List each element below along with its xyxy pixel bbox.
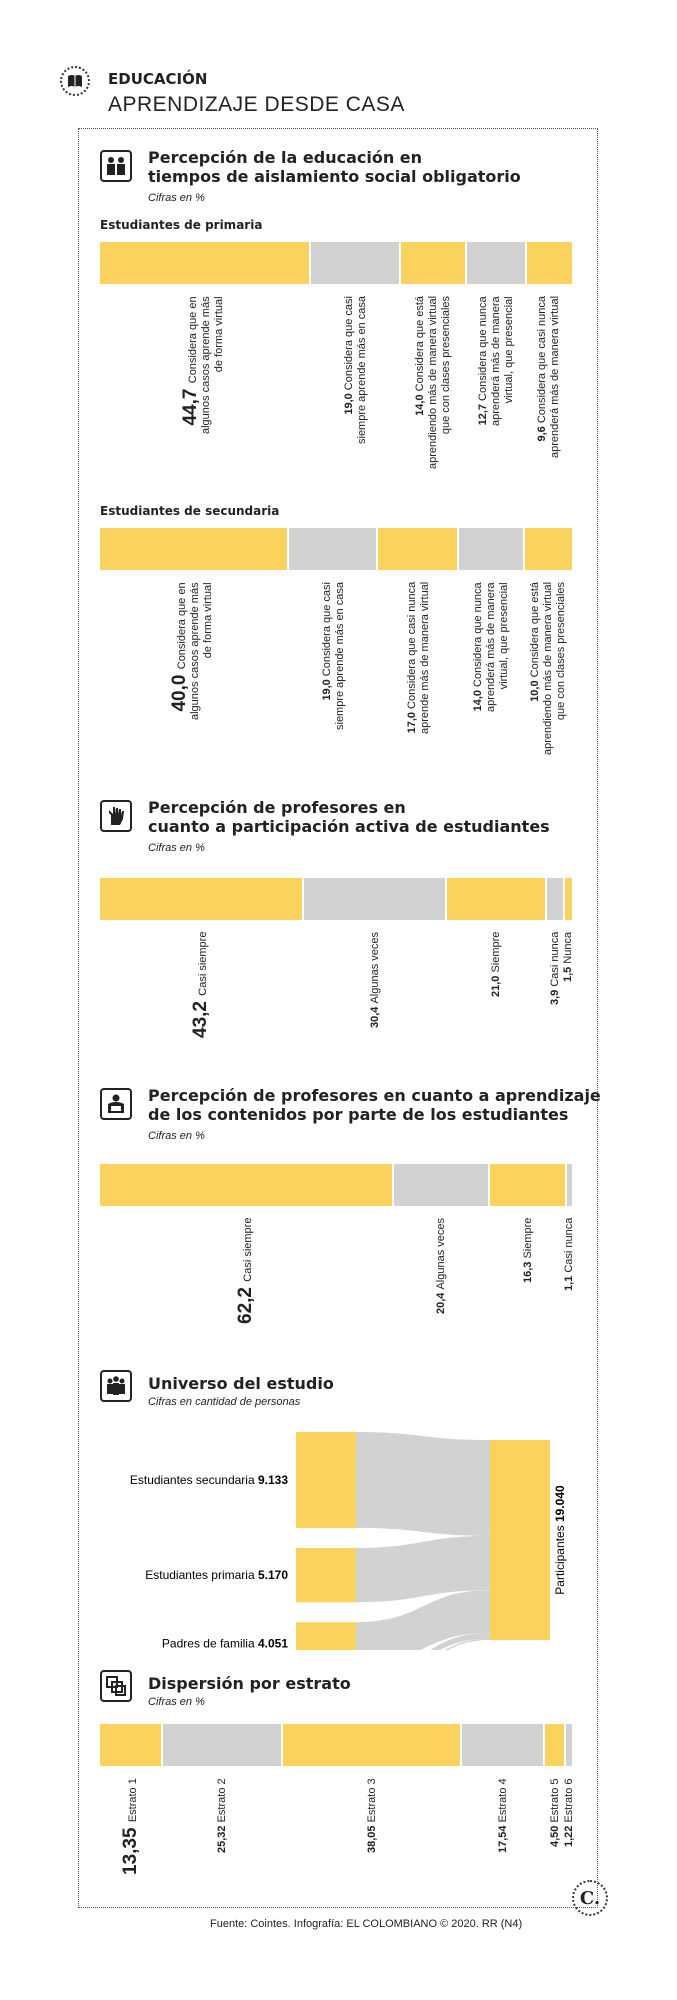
bar-segment — [100, 1724, 161, 1766]
bar-value-label: 12,7 — [477, 400, 490, 426]
bar-segment — [100, 1164, 392, 1206]
bar-category-label: Nunca — [561, 931, 574, 964]
sankey-source-label: Padres de familia 4.051 — [161, 1636, 288, 1650]
bar-value-label: 19,0 — [342, 390, 355, 415]
sankey-flow — [356, 1432, 490, 1536]
bar-segment — [462, 1724, 543, 1766]
bar-label — [472, 582, 511, 712]
section5-units: Cifras en % — [148, 1696, 205, 1708]
bar-label — [529, 582, 568, 755]
bar-label — [435, 1218, 448, 1314]
bar-label — [343, 296, 369, 444]
group-icon — [100, 1370, 132, 1402]
bar-category-label: Casi siempre — [241, 1217, 254, 1282]
bar-label — [180, 296, 226, 434]
bar-value-label: 9,6 — [536, 423, 549, 442]
bar-label — [406, 582, 432, 734]
bar-category-label: Considera que casi siempre aprende más en casa — [320, 582, 346, 730]
book-icon — [60, 66, 90, 96]
bar-label — [549, 1779, 562, 1848]
bar-segment — [447, 878, 544, 920]
section4-units: Cifras en cantidad de personas — [148, 1396, 301, 1408]
bar-category-label: Considera que casi nunca aprenderá más de manera virtual — [536, 295, 562, 458]
kicker: EDUCACIÓN — [108, 70, 208, 88]
bar-segment — [490, 1164, 565, 1206]
bar-segment — [289, 528, 377, 570]
bar-segment — [565, 878, 572, 920]
bar-value-label: 38,05 — [365, 1822, 378, 1853]
bar-segment — [394, 1164, 488, 1206]
bar-segment — [566, 1724, 572, 1766]
bar-segment — [311, 242, 399, 284]
bar-value-label: 19,0 — [320, 676, 333, 701]
bar-segment — [525, 528, 572, 570]
bar-value-label: 14,0 — [472, 686, 485, 712]
bar-category-label: Considera que nunca aprenderá más de manera virtual, que presencial — [472, 582, 511, 712]
bar-category-label: Algunas veces — [435, 1217, 448, 1290]
bar-segment — [100, 242, 309, 284]
bar-segment — [545, 1724, 564, 1766]
bar-segment — [459, 528, 523, 570]
bar-category-label: Considera que está aprendiendo más de manera virtual que con clases presenciales — [528, 581, 567, 755]
chart-participacion — [100, 878, 572, 920]
bar-label — [536, 296, 562, 458]
bar-category-label: Considera que está aprendiendo más de manera virtual que con clases presenciales — [414, 295, 453, 469]
bar-category-label: Casi nunca — [562, 1217, 575, 1273]
bar-category-label: Considera que nunca aprenderá más de manera virtual, que presencial — [477, 296, 516, 426]
bar-label — [562, 932, 575, 982]
bar-category-label: Estrato 6 — [562, 1778, 575, 1823]
chart-universo — [0, 1420, 677, 1650]
bar-segment — [283, 1724, 461, 1766]
section2-title — [148, 798, 550, 836]
sankey-source-label: Estudiantes secundaria 9.133 — [129, 1472, 288, 1487]
section3-title-line1: Percepción de profesores en cuanto a aprendizaje — [148, 1086, 601, 1105]
bar-value-label: 43,2 — [189, 995, 211, 1038]
bar-value-label: 13,35 — [119, 1822, 141, 1875]
bar-label — [189, 931, 211, 1038]
source-footer: Fuente: Cointes. Infografía: EL COLOMBIANO © 2020. RR (N4) — [210, 1918, 523, 1930]
section3-title — [148, 1086, 601, 1124]
bar-label — [563, 1218, 576, 1291]
section5-title: Dispersión por estrato — [148, 1674, 351, 1693]
bar-segment — [527, 242, 572, 284]
section2-title-line1: Percepción de profesores en — [148, 798, 406, 817]
bar-category-label: Estrato 5 — [549, 1778, 562, 1823]
bar-value-label: 1,22 — [562, 1822, 575, 1847]
bar-label — [490, 932, 503, 997]
bar-label — [321, 582, 347, 730]
bar-value-label: 1,1 — [562, 1272, 575, 1291]
bar-category-label: Estrato 4 — [497, 1778, 510, 1823]
bar-segment — [378, 528, 456, 570]
bar-category-label: Considera que en algunos casos aprende más de forma virtual — [187, 296, 226, 434]
bar-value-label: 44,7 — [180, 383, 202, 426]
bar-category-label: Casi nunca — [549, 931, 562, 987]
section2-units: Cifras en % — [148, 842, 205, 854]
chart-primaria — [100, 242, 572, 284]
bar-label — [477, 296, 516, 426]
section2-title-line2: cuanto a participación activa de estudiantes — [148, 817, 550, 836]
bar-label — [497, 1778, 510, 1853]
bar-label — [169, 582, 215, 720]
bar-category-label: Considera que casi siempre aprende más en casa — [342, 296, 368, 444]
bar-label — [563, 1779, 576, 1848]
bar-value-label: 10,0 — [528, 677, 541, 702]
bar-value-label: 21,0 — [490, 972, 503, 997]
bar-label — [414, 296, 453, 469]
bar-segment — [467, 242, 525, 284]
bar-segment — [401, 242, 465, 284]
bar-label — [216, 1778, 229, 1853]
layers-icon — [100, 1670, 132, 1702]
bar-value-label: 4,50 — [549, 1822, 562, 1847]
bar-category-label: Estrato 1 — [126, 1778, 139, 1823]
bar-label — [234, 1217, 256, 1324]
student-reading-icon — [100, 1088, 132, 1120]
bar-value-label: 30,4 — [369, 1003, 382, 1028]
bar-value-label: 25,32 — [216, 1822, 229, 1853]
section1-title-line2: tiempos de aislamiento social obligatorio — [148, 167, 521, 186]
sankey-target-node — [490, 1440, 550, 1640]
section1-units: Cifras en % — [148, 192, 205, 204]
primaria-label: Estudiantes de primaria — [100, 218, 263, 232]
bar-segment — [100, 878, 302, 920]
bar-category-label: Considera que en algunos casos aprende más de forma virtual — [176, 582, 215, 720]
sankey-source-node — [296, 1432, 356, 1528]
bar-value-label: 40,0 — [169, 669, 191, 712]
bar-category-label: Siempre — [490, 931, 503, 973]
bar-value-label: 20,4 — [435, 1289, 448, 1314]
bar-category-label: Estrato 2 — [216, 1778, 229, 1823]
bar-segment — [567, 1164, 572, 1206]
bar-value-label: 14,0 — [414, 391, 427, 416]
bar-value-label: 3,9 — [549, 986, 562, 1005]
section1-title-line1: Percepción de la educación en — [148, 148, 423, 167]
logo-letter: C. — [579, 1887, 601, 1909]
secundaria-label: Estudiantes de secundaria — [100, 504, 280, 518]
section3-title-line2: de los contenidos por parte de los estudiantes — [148, 1105, 569, 1124]
chart-aprendizaje — [100, 1164, 572, 1206]
sankey-target-label: Participantes 19.040 — [553, 1485, 567, 1595]
bar-segment — [163, 1724, 281, 1766]
bar-value-label: 17,0 — [405, 708, 418, 734]
bar-category-label: Casi siempre — [196, 931, 209, 996]
section1-title — [148, 148, 521, 186]
bar-segment — [547, 878, 563, 920]
bar-label — [549, 932, 562, 1005]
section3-units: Cifras en % — [148, 1130, 205, 1142]
bar-category-label: Estrato 3 — [365, 1778, 378, 1823]
bar-value-label: 1,5 — [561, 963, 574, 982]
bar-value-label: 62,2 — [234, 1281, 256, 1324]
bar-category-label: Algunas veces — [369, 931, 382, 1004]
page-title: APRENDIZAJE DESDE CASA — [108, 93, 405, 116]
bar-category-label: Siempre — [521, 1217, 534, 1259]
bar-segment — [304, 878, 445, 920]
sankey-source-node — [296, 1622, 356, 1650]
section4-title: Universo del estudio — [148, 1374, 334, 1393]
bar-label — [522, 1218, 535, 1283]
bar-segment — [100, 528, 287, 570]
chart-estrato — [100, 1724, 572, 1766]
people-icon — [100, 150, 132, 182]
sankey-source-node — [296, 1548, 356, 1602]
chart-secundaria — [100, 528, 572, 570]
bar-label — [366, 1778, 379, 1853]
bar-value-label: 17,54 — [497, 1822, 510, 1853]
bar-value-label: 16,3 — [521, 1258, 534, 1283]
bar-label — [119, 1778, 141, 1875]
bar-label — [369, 932, 382, 1028]
hand-icon — [100, 800, 132, 832]
el-colombiano-logo — [572, 1880, 608, 1916]
sankey-source-label: Estudiantes primaria 5.170 — [145, 1568, 288, 1583]
bar-category-label: Considera que casi nunca aprende más de manera virtual — [405, 581, 431, 734]
